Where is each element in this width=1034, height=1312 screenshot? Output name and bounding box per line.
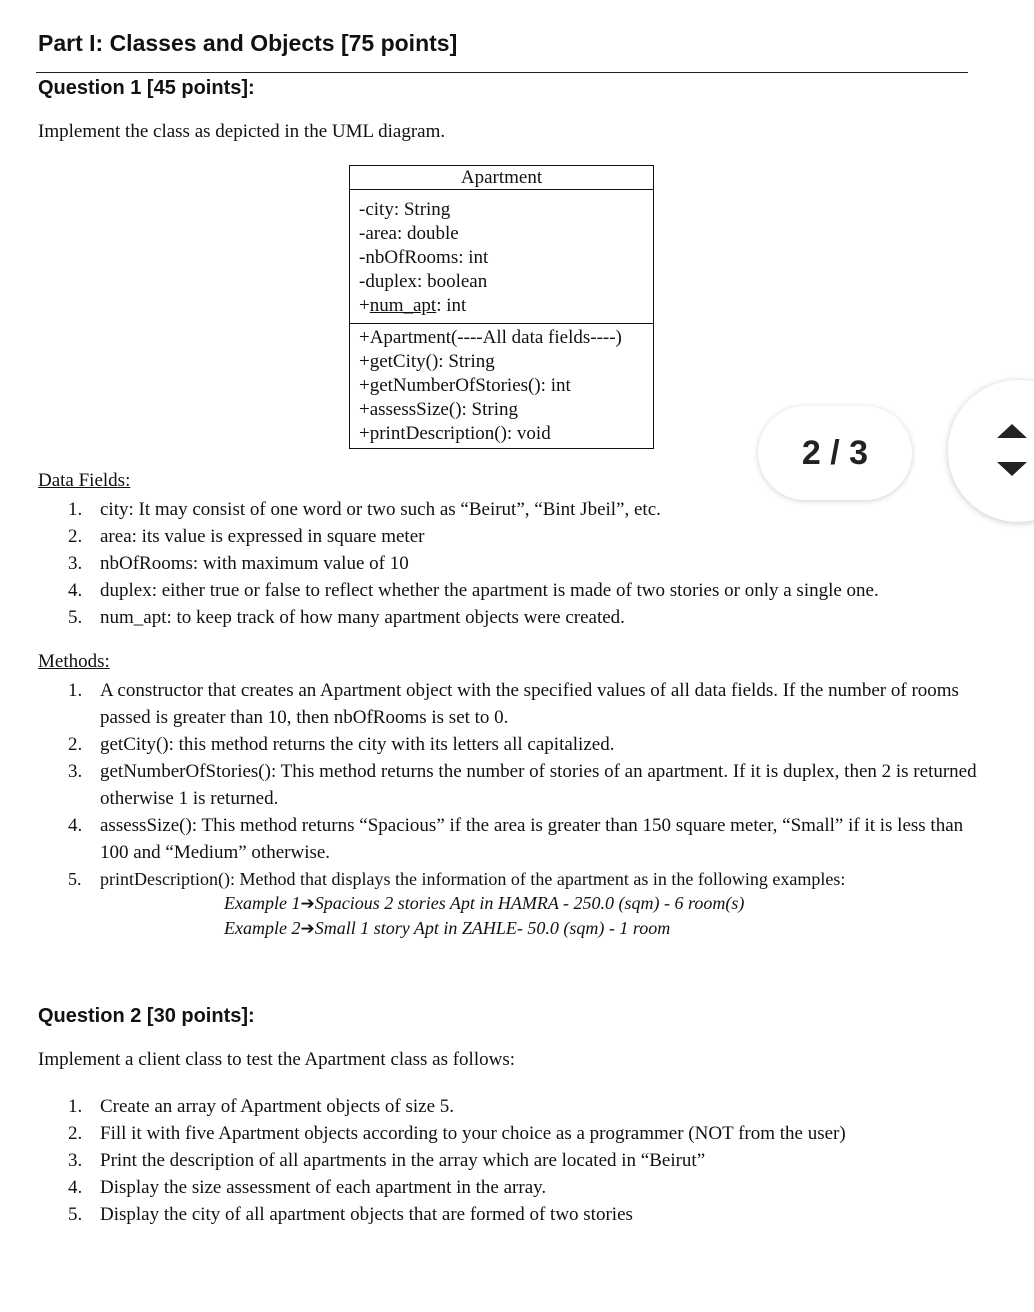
list-item-text: nbOfRooms: with maximum value of 10 — [100, 553, 409, 574]
example-label: Example 1 — [224, 893, 301, 913]
methods-title: Methods: — [38, 651, 110, 672]
uml-field: -area: double — [359, 223, 459, 244]
list-item: 5. num_apt: to keep track of how many apartment objects were created. — [68, 607, 625, 628]
list-item: 2. getCity(): this method returns the city with its letters all capitalized. — [68, 734, 615, 755]
list-item-text: Create an array of Apartment objects of size 5. — [100, 1096, 454, 1117]
methods-list — [38, 677, 978, 892]
question-2-title: Question 2 [30 points]: — [38, 1005, 255, 1027]
list-item-text: city: It may consist of one word or two such as “Beirut”, “Bint Jbeil”, etc. — [100, 499, 661, 520]
list-item: 4. assessSize(): This method returns “Spacious” if the area is greater than 150 square meter, “Small” if it is less than 100 and “Medium” otherwise. — [68, 815, 964, 863]
part-title: Part I: Classes and Objects [75 points] — [38, 30, 458, 56]
data-fields-list — [38, 496, 978, 631]
uml-field: -city: String — [359, 199, 451, 220]
data-fields-title: Data Fields: — [38, 470, 131, 491]
question-1-intro: Implement the class as depicted in the UML diagram. — [38, 121, 446, 142]
list-item-text: Fill it with five Apartment objects according to your choice as a programmer (NOT from the user) — [100, 1123, 846, 1144]
list-item: 5. Display the city of all apartment objects that are formed of two stories — [68, 1204, 633, 1225]
part-divider — [36, 72, 968, 73]
uml-methods — [350, 324, 653, 448]
uml-field: -nbOfRooms: int — [359, 247, 489, 268]
arrow-up-icon[interactable] — [997, 424, 1027, 438]
uml-static-name: num_apt — [369, 295, 437, 316]
list-item: 4. duplex: either true or false to reflect whether the apartment is made of two stories or only a single one. — [68, 580, 879, 601]
example-text: Spacious 2 stories Apt in HAMRA - 250.0 (sqm) - 6 room(s) — [314, 893, 745, 913]
list-item: 1. Create an array of Apartment objects of size 5. — [68, 1096, 454, 1117]
uml-class-diagram — [349, 165, 654, 449]
uml-static-type: : int — [436, 295, 467, 316]
list-item-text: Display the city of all apartment objects that are formed of two stories — [100, 1204, 633, 1225]
example-line — [224, 916, 670, 942]
uml-method: +getCity(): String — [359, 351, 495, 372]
uml-method: +getNumberOfStories(): int — [359, 375, 571, 396]
uml-method: +assessSize(): String — [359, 399, 519, 420]
arrow-right-icon: ➔ — [300, 894, 315, 914]
uml-field: -duplex: boolean — [359, 271, 488, 292]
list-item-text: Print the description of all apartments in the array which are located in “Beirut” — [100, 1150, 706, 1171]
list-item: 2. area: its value is expressed in square meter — [68, 526, 425, 547]
example-label: Example 2 — [224, 918, 301, 938]
list-item-text: area: its value is expressed in square meter — [100, 526, 425, 547]
list-item-text: getNumberOfStories(): This method returns the number of stories of an apartment. If it is duplex, then 2 is returned otherwise 1 is returned. — [100, 761, 977, 809]
list-item: 4. Display the size assessment of each apartment in the array. — [68, 1177, 547, 1198]
list-item: 3. Print the description of all apartments in the array which are located in “Beirut” — [68, 1150, 706, 1171]
example-line — [224, 891, 744, 917]
example-text: Small 1 story Apt in ZAHLE- 50.0 (sqm) - 1 room — [314, 918, 671, 938]
uml-static-field — [359, 294, 653, 318]
page-counter: 2 / 3 — [758, 406, 912, 500]
list-item: 3. getNumberOfStories(): This method returns the number of stories of an apartment. If it is duplex, then 2 is returned otherwise 1 is returned. — [68, 761, 977, 809]
uml-method: +printDescription(): void — [359, 423, 551, 444]
list-item-text: duplex: either true or false to reflect whether the apartment is made of two stories or only a single one. — [100, 580, 879, 601]
arrow-down-icon[interactable] — [997, 462, 1027, 476]
uml-method: +Apartment(----All data fields----) — [359, 327, 622, 348]
list-item-text: num_apt: to keep track of how many apartment objects were created. — [100, 607, 625, 628]
list-item: 1. A constructor that creates an Apartment object with the specified values of all data fields. If the number of rooms passed is greater than 10, then nbOfRooms is set to 0. — [68, 680, 959, 728]
question-2-list — [38, 1093, 978, 1228]
list-item: 5. printDescription(): Method that displays the information of the apartment as in the following examples: — [68, 869, 846, 889]
uml-class-name: Apartment — [350, 166, 653, 190]
list-item-text: printDescription(): Method that displays the information of the apartment as in the following examples: — [100, 869, 846, 889]
list-item: 2. Fill it with five Apartment objects according to your choice as a programmer (NOT from the user) — [68, 1123, 846, 1144]
list-item-text: Display the size assessment of each apartment in the array. — [100, 1177, 547, 1198]
list-item-text: A constructor that creates an Apartment object with the specified values of all data fields. If the number of rooms passed is greater than 10, then nbOfRooms is set to 0. — [100, 680, 959, 728]
question-2-intro: Implement a client class to test the Apartment class as follows: — [38, 1049, 515, 1070]
list-item: 1. city: It may consist of one word or two such as “Beirut”, “Bint Jbeil”, etc. — [68, 499, 661, 520]
question-1-title: Question 1 [45 points]: — [38, 77, 255, 99]
uml-fields — [350, 190, 653, 324]
arrow-right-icon: ➔ — [300, 919, 315, 939]
list-item-text: getCity(): this method returns the city with its letters all capitalized. — [100, 734, 615, 755]
list-item-text: assessSize(): This method returns “Spacious” if the area is greater than 150 square meter, “Small” if it is less than 100 and “Medium” otherwise. — [100, 815, 964, 863]
uml-static-prefix: + — [359, 295, 370, 316]
list-item: 3. nbOfRooms: with maximum value of 10 — [68, 553, 409, 574]
